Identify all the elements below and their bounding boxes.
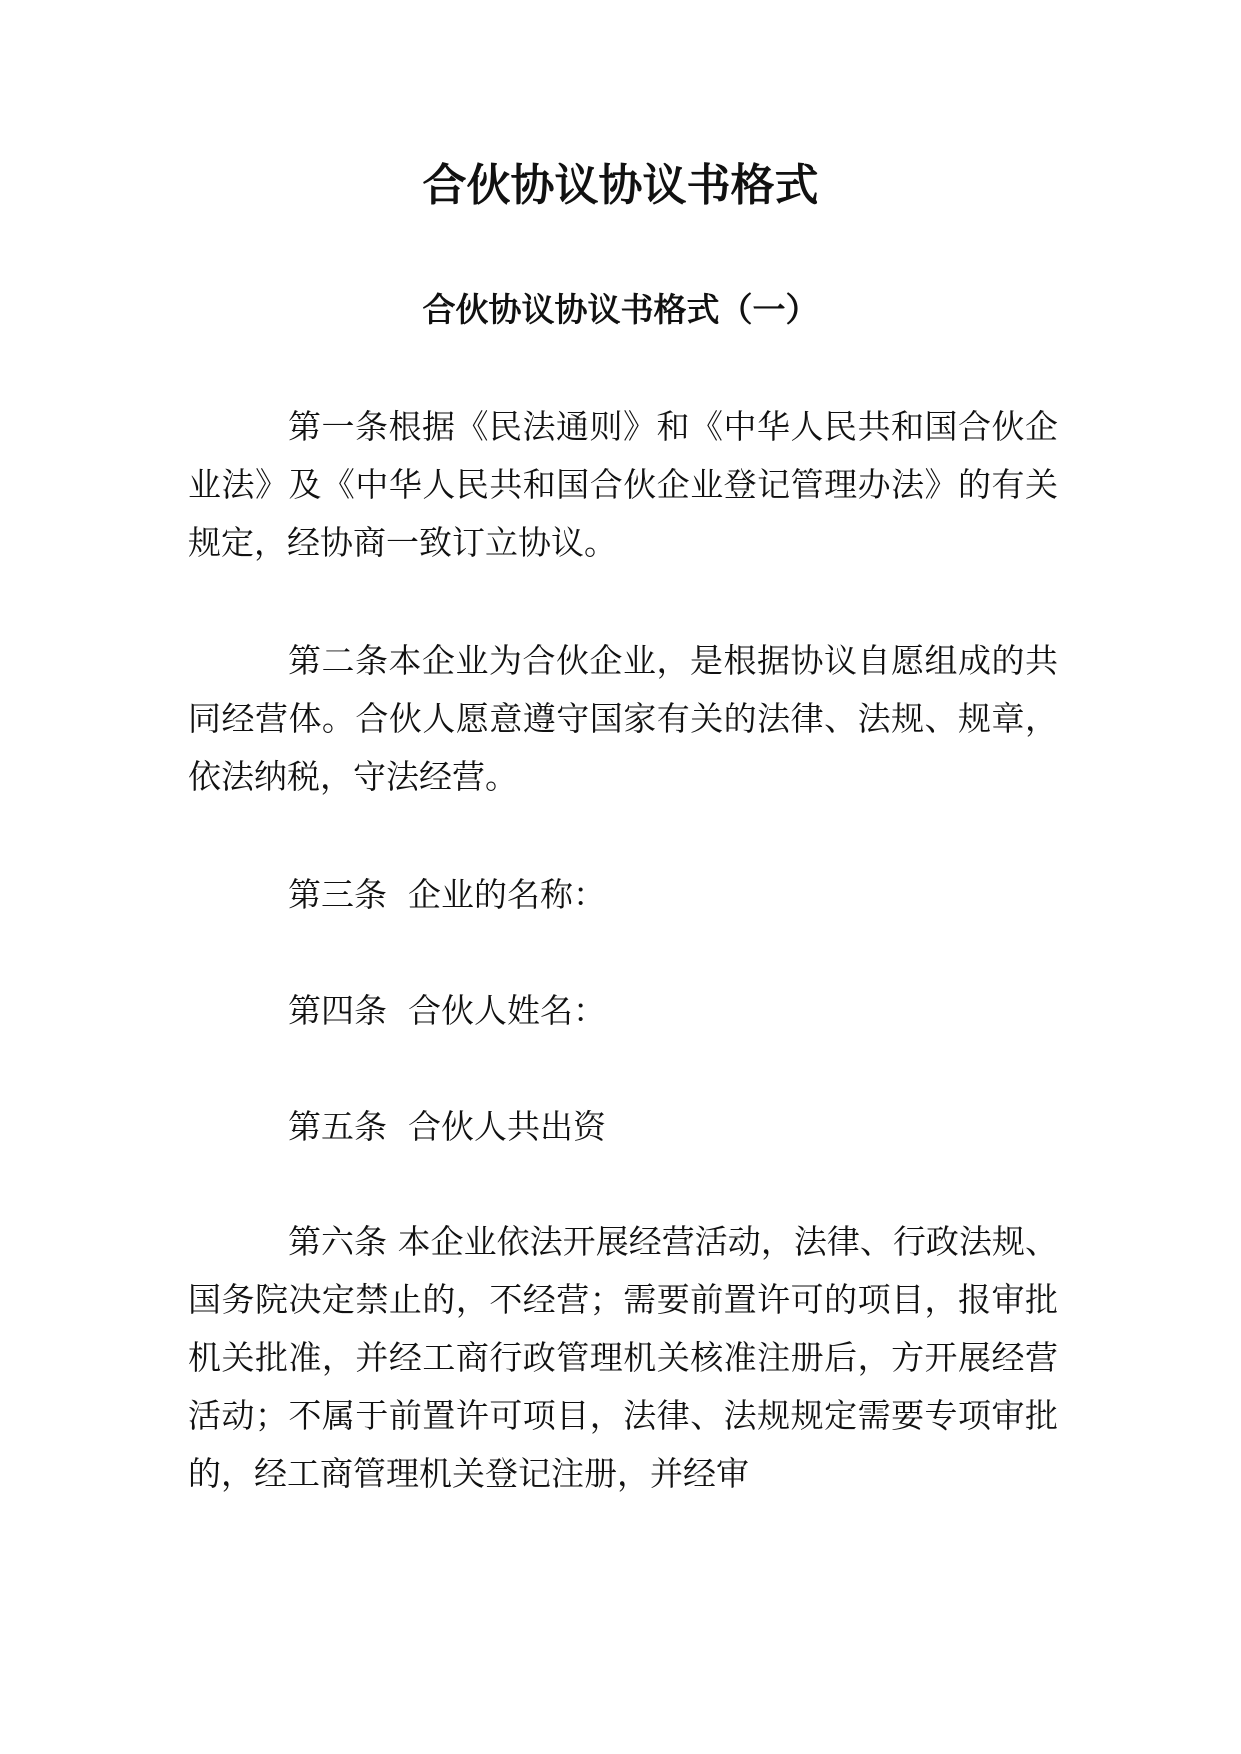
article-2: 第二条本企业为合伙企业，是根据协议自愿组成的共同经营体。合伙人愿意遵守国家有关的法律、法规、规章，依法纳税，守法经营。 [188, 641, 1058, 796]
document-subtitle: 合伙协议协议书格式（一） [422, 290, 819, 329]
article-6: 第六条 本企业依法开展经营活动，法律、行政法规、国务院决定禁止的，不经营；需要前置许可的项目，报审批机关批准，并经工商行政管理机关核准注册后，方开展经营活动；不属于前置许可项目，法律、法规规定需要专项审批的，经工商管理机关登记注册，并经审 [188, 1222, 1058, 1493]
document-title: 合伙协议协议书格式 [422, 160, 819, 211]
article-3: 第三条 企业的名称： [288, 875, 606, 914]
article-4: 第四条 合伙人姓名： [288, 991, 606, 1030]
article-5: 第五条 合伙人共出资 [288, 1107, 606, 1146]
article-1: 第一条根据《民法通则》和《中华人民共和国合伙企业法》及《中华人民共和国合伙企业登记管理办法》的有关规定，经协商一致订立协议。 [188, 407, 1058, 562]
